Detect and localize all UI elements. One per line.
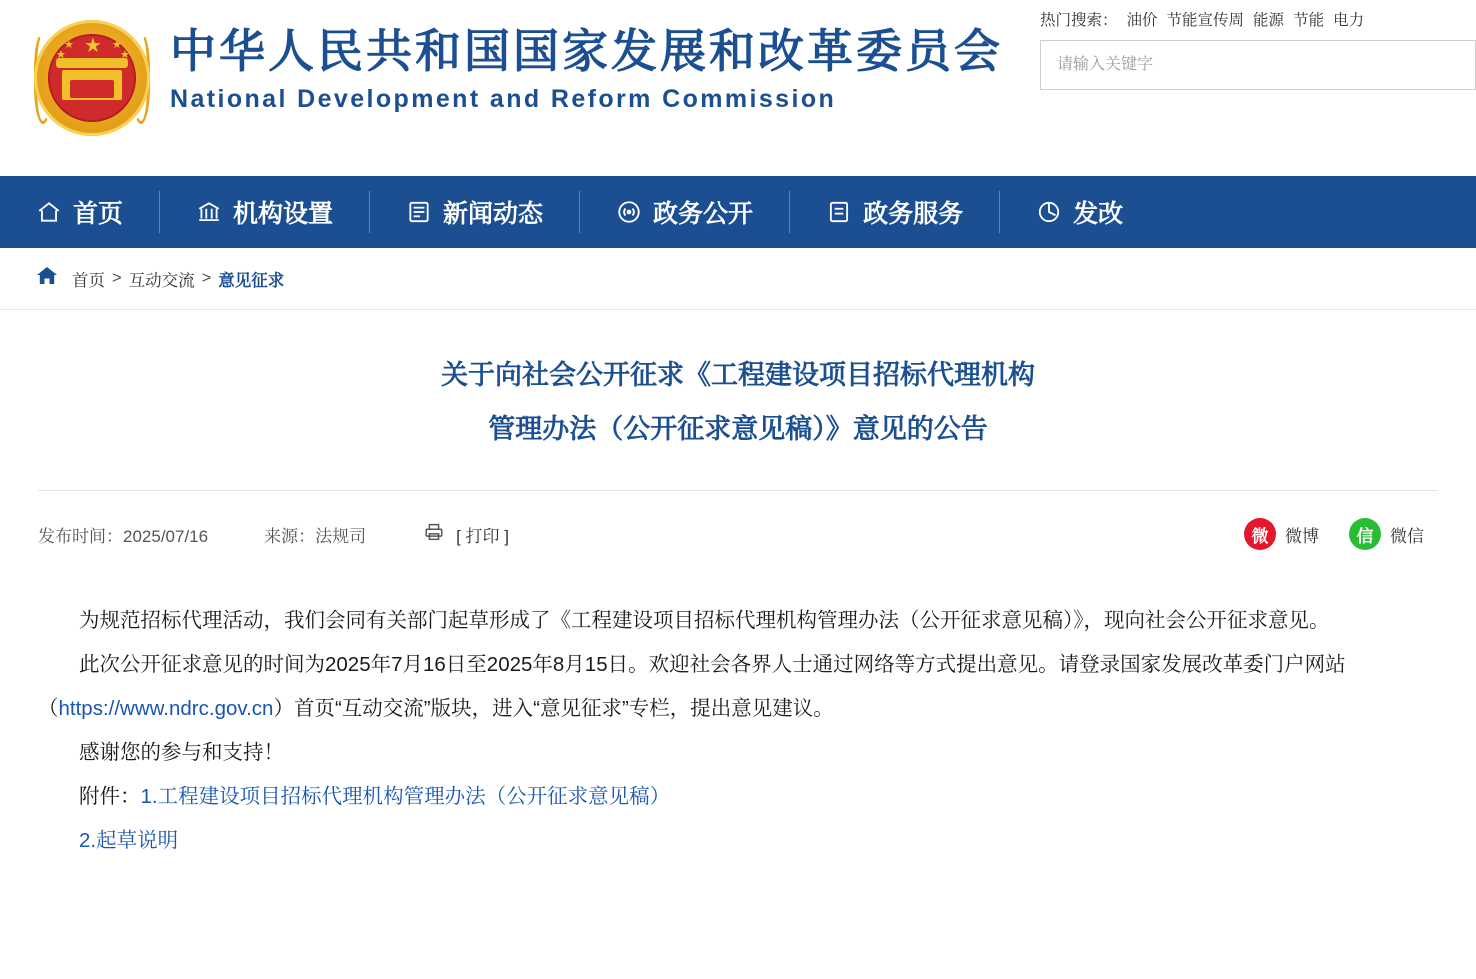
nav-item-home[interactable] — [0, 191, 160, 233]
home-icon — [36, 199, 62, 225]
article-body — [38, 577, 1438, 863]
nav-label-affairs-open: 政务公开 — [653, 200, 754, 228]
hot-search-row — [1036, 8, 1476, 30]
hot-search-item-3[interactable]: 能源 — [1253, 12, 1285, 29]
nav-item-affairs-service[interactable] — [790, 191, 1000, 233]
paragraph-2-pre: 此次公开征求意见的时间为2025年7月16日至2025年8月15日。欢迎社会各界人士通过网络等方式提出意见。请登录国家发展改革委门户网站（ — [38, 653, 1346, 720]
nav-item-reform[interactable] — [1000, 191, 1159, 233]
site-title-block — [170, 22, 1003, 116]
search-input[interactable] — [1055, 55, 1461, 75]
breadcrumb-sep-2: > — [201, 269, 212, 287]
attachment-line — [38, 775, 1438, 819]
nav-label-reform: 发改 — [1073, 200, 1124, 228]
site-header — [0, 0, 1476, 176]
page-title-line1: 关于向社会公开征求《工程建设项目招标代理机构 — [441, 360, 1035, 390]
attachment-link-1[interactable]: 1.工程建设项目招标代理机构管理办法（公开征求意见稿） — [140, 785, 671, 808]
hot-search-item-2[interactable]: 节能宣传周 — [1166, 12, 1245, 29]
publish-time-value: 2025/07/16 — [123, 526, 209, 546]
wechat-icon: 信 — [1349, 518, 1381, 550]
emblem-star-small-2: ★ — [56, 49, 66, 61]
emblem-roof — [56, 58, 128, 68]
hot-search-item-1[interactable]: 油价 — [1126, 12, 1158, 29]
national-emblem — [28, 14, 156, 142]
print-label: [ 打印 ] — [456, 526, 509, 546]
emblem-star-small-3: ★ — [112, 39, 122, 51]
print-button[interactable] — [422, 521, 509, 548]
main-nav — [0, 176, 1476, 248]
breadcrumb-home-icon — [34, 264, 60, 293]
weibo-icon: 微 — [1244, 518, 1276, 550]
attachment-label: 附件： — [79, 785, 141, 808]
search-area — [1036, 8, 1476, 90]
paragraph-2 — [38, 643, 1438, 731]
nav-item-affairs-open[interactable] — [580, 191, 790, 233]
publish-time-label: 发布时间： — [38, 526, 123, 546]
article — [0, 310, 1476, 863]
emblem-star-large: ★ — [84, 35, 102, 57]
chart-icon — [1036, 199, 1062, 225]
share-wechat-label: 微信 — [1390, 526, 1424, 546]
form-icon — [826, 199, 852, 225]
emblem-star-small-4: ★ — [120, 49, 130, 61]
share-weibo[interactable] — [1244, 518, 1319, 550]
nav-item-org[interactable] — [160, 191, 370, 233]
share-weibo-label: 微博 — [1285, 526, 1319, 546]
article-meta — [38, 491, 1438, 577]
nav-label-org: 机构设置 — [233, 200, 334, 228]
site-title-en: National Development and Reform Commission — [170, 85, 837, 113]
bank-icon — [196, 199, 222, 225]
attachment-link-2[interactable]: 2.起草说明 — [79, 829, 179, 852]
page-title — [38, 310, 1438, 490]
source-label: 来源： — [264, 526, 316, 546]
paragraph-3: 感谢您的参与和支持！ — [79, 741, 284, 764]
attachment-line-2 — [38, 819, 1438, 863]
news-icon — [406, 199, 432, 225]
ndrc-website-link[interactable]: https://www.ndrc.gov.cn — [58, 697, 274, 720]
breadcrumb-sep-1: > — [112, 269, 122, 287]
site-title-cn: 中华人民共和国国家发展和改革委员会 — [170, 25, 1003, 77]
nav-label-affairs-service: 政务服务 — [863, 200, 964, 228]
breadcrumb-home[interactable]: 首页 — [72, 271, 105, 290]
source — [264, 522, 366, 547]
emblem-star-small-1: ★ — [64, 39, 74, 51]
share-wechat[interactable] — [1349, 518, 1424, 550]
search-box[interactable] — [1040, 40, 1476, 90]
hot-search-item-4[interactable]: 节能 — [1293, 12, 1325, 29]
share-group — [1244, 518, 1424, 550]
breadcrumb-interaction[interactable]: 互动交流 — [128, 271, 195, 290]
paragraph-2-post: ）首页“互动交流”版块，进入“意见征求”专栏，提出意见建议。 — [273, 697, 834, 720]
nav-item-news[interactable] — [370, 191, 580, 233]
breadcrumb — [0, 248, 1476, 310]
emblem-gate — [62, 70, 122, 100]
page-title-line2: 管理办法（公开征求意见稿）》意见的公告 — [488, 414, 988, 444]
broadcast-icon — [616, 199, 642, 225]
hot-search-item-5[interactable]: 电力 — [1333, 12, 1365, 29]
source-value: 法规司 — [315, 526, 367, 546]
paragraph-1: 为规范招标代理活动，我们会同有关部门起草形成了《工程建设项目招标代理机构管理办法（公开征求意见稿）》，现向社会公开征求意见。 — [79, 609, 1330, 632]
breadcrumb-current: 意见征求 — [218, 271, 285, 290]
nav-label-news: 新闻动态 — [443, 200, 544, 228]
nav-label-home: 首页 — [73, 200, 124, 228]
hot-search-label: 热门搜索： — [1040, 12, 1118, 29]
printer-icon — [422, 521, 446, 548]
publish-time — [38, 522, 208, 547]
